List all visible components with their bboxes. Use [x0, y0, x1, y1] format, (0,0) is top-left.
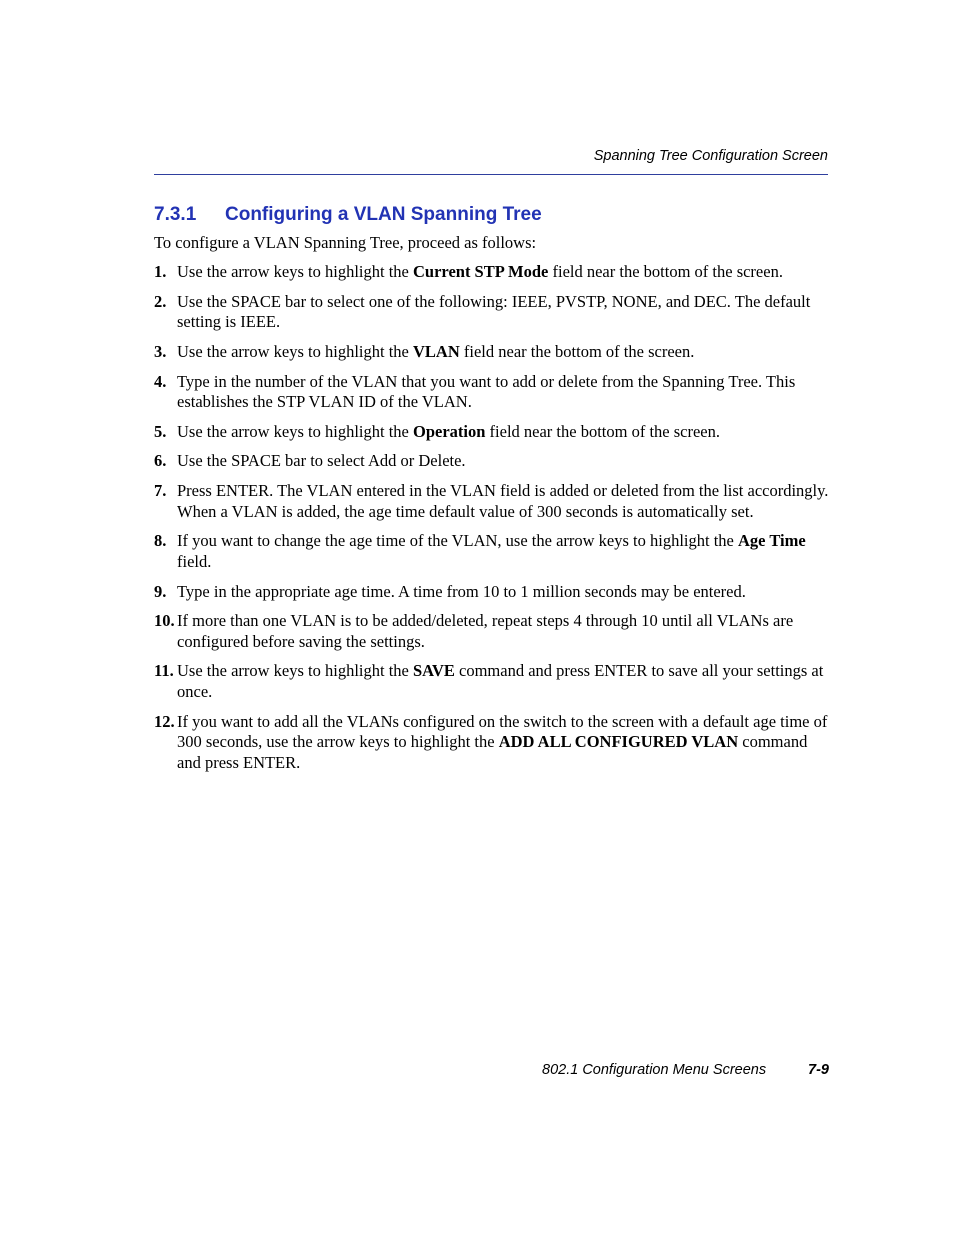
step-text: Use the arrow keys to highlight the [177, 421, 413, 441]
header-rule [154, 174, 828, 175]
step-text: Use the SPACE bar to select one of the following: IEEE, PVSTP, NONE, and DEC. The default setting is IEEE. [177, 291, 811, 332]
step-bold-term: Current STP Mode [413, 262, 549, 281]
step-text-after: command and press ENTER to save all your settings at once. [177, 661, 824, 701]
step-1 [154, 262, 830, 283]
step-number: 4. [154, 371, 167, 391]
step-8 [154, 531, 830, 572]
step-bold-term: Age Time [738, 531, 806, 551]
step-text-after: field. [177, 551, 212, 571]
step-text-after: field near the bottom of the screen. [548, 262, 783, 281]
step-text-after: command and press ENTER. [177, 732, 808, 772]
step-text: Type in the number of the VLAN that you want to add or delete from the Spanning Tree. This establishes the STP VLAN ID of the VLAN. [177, 371, 796, 412]
intro-paragraph: To configure a VLAN Spanning Tree, proceed as follows: [154, 233, 537, 252]
step-number: 11. [154, 661, 174, 681]
step-number: 5. [154, 421, 167, 441]
step-5 [154, 422, 830, 443]
step-number: 12. [154, 711, 175, 731]
step-text: If you want to add all the VLANs configured on the switch to the screen with a default age time of 300 seconds, use the arrow keys to highlight the [177, 711, 828, 752]
step-bold-term: SAVE [413, 661, 455, 681]
step-12 [154, 712, 830, 774]
step-10 [154, 611, 830, 652]
step-2 [154, 292, 830, 333]
steps-list [154, 262, 830, 782]
step-bold-term: ADD ALL CONFIGURED VLAN [498, 732, 739, 752]
step-11 [154, 661, 830, 702]
step-number: 2. [154, 291, 167, 311]
step-number: 8. [154, 531, 167, 551]
step-text: Use the arrow keys to highlight the [177, 262, 413, 281]
step-number: 9. [154, 581, 167, 601]
footer-page-number: 7-9 [808, 1062, 829, 1078]
step-text: Type in the appropriate age time. A time from 10 to 1 million seconds may be entered. [177, 581, 746, 601]
step-3 [154, 342, 830, 363]
step-7 [154, 481, 830, 522]
step-number: 6. [154, 451, 167, 471]
step-text-after: field near the bottom of the screen. [485, 421, 720, 441]
step-number: 10. [154, 611, 175, 631]
step-number: 7. [154, 481, 167, 501]
step-text: Use the SPACE bar to select Add or Delete. [177, 451, 466, 471]
section-heading [154, 204, 542, 226]
step-bold-term: Operation [413, 421, 486, 441]
step-text-after: field near the bottom of the screen. [459, 341, 695, 361]
step-number: 1. [154, 262, 167, 281]
step-6 [154, 451, 830, 472]
step-text: Use the arrow keys to highlight the [177, 341, 413, 361]
step-text: If you want to change the age time of the VLAN, use the arrow keys to highlight the [177, 531, 739, 551]
step-text: If more than one VLAN is to be added/deleted, repeat steps 4 through 10 until all VLANs are configured before saving the settings. [177, 611, 794, 651]
step-9 [154, 582, 830, 603]
step-text: Press ENTER. The VLAN entered in the VLAN field is added or deleted from the list accordingly. When a VLAN is added, the age time default value of 300 seconds is automatically set. [177, 481, 829, 521]
step-bold-term: VLAN [413, 341, 460, 361]
step-4 [154, 372, 830, 413]
footer-chapter-title: 802.1 Configuration Menu Screens [542, 1062, 767, 1078]
step-text: Use the arrow keys to highlight the [177, 661, 413, 681]
step-number: 3. [154, 341, 167, 361]
section-number: 7.3.1 [154, 204, 197, 225]
running-header-title: Spanning Tree Configuration Screen [593, 148, 828, 164]
section-title: Configuring a VLAN Spanning Tree [225, 204, 542, 225]
